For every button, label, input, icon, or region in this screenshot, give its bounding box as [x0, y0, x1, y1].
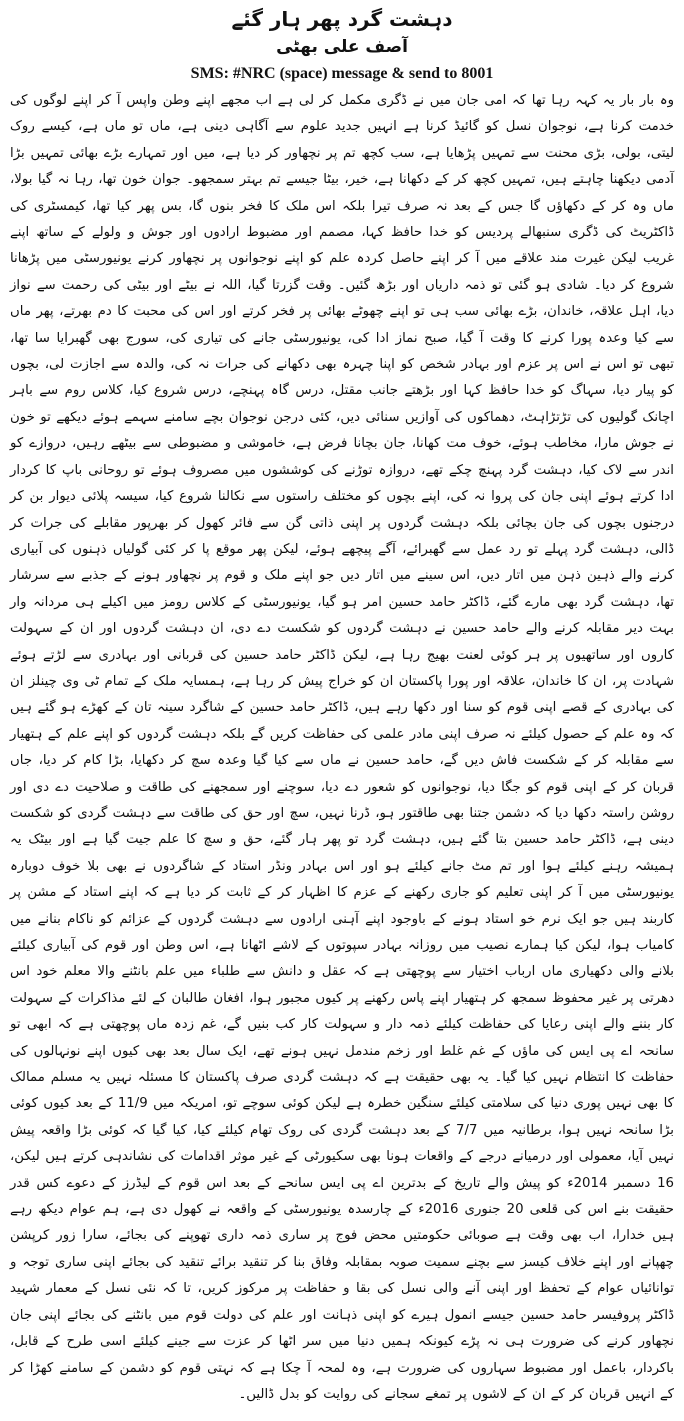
article-body: وہ بار بار یہ کہہ رہا تھا کہ امی جان میں نے ڈگری مکمل کر لی ہے اب مجھے اپنے وطن واپس آ کر اپنے لوگوں کی خدمت کرنا ہے، نوجوان نسل کو گائیڈ کرنا ہے انہیں جدید علوم سے آگاہی دینی ہے، ماں تو ماں ہے، کیسے روک لیتی، بولی، بڑی محنت سے تمہیں پڑھایا ہے، سب کچھ تم پر نچھاور کر دیا ہے، میں اور تمہارے بڑے بھائی تمہیں بڑا آدمی دیکھنا چاہتے ہیں، تمہیں کچھ کر کے دکھانا ہے، خیر، بیٹا جیسے تم بہتر سمجھو۔ جوان خون تھا، رہا نہ گیا بولا، ماں وہ کر کے دکھاؤں گا جس کے بعد نہ صرف تیرا بلکہ اس ملک کا فخر بنوں گا، بس پھر کیا تھا، کیمسٹری کی ڈاکٹریٹ کی ڈگری سنبھالے پردیس کو خدا حافظ کہا، مصمم اور مضبوط ارادوں اور جوش و ولولے کے ساتھ اپنے غریب لیکن غیرت مند علاقے میں آ کر اپنے حاصل کردہ علم کو اپنے نوجوانوں پر نچھاور کرنے یونیورسٹی میں پڑھانا شروع کر دیا۔ شادی ہو گئی تو ذمہ داریاں اور بڑھ گئیں۔ وقت گزرتا گیا، اللہ نے بیٹے اور بیٹی کی رحمت سے نواز دیا، اہل علاقہ، خاندان، بڑے بھائی سب ہی تو اپنے چھوٹے بھائی پر فخر کرتے اور اس کی محبت کا دم بھرتے، پھر ماں سے کیا وعدہ پورا کرنے کا وقت آ گیا، صبح نماز ادا کی، یونیورسٹی جانے کی تیاری کی، سورج بھی گھبرایا سا تھا، تبھی تو اس نے اس پر عزم اور بہادر شخص کو اپنا چہرہ بھی دکھانے کی جرات نہ کی، والدہ سے اجازت لی، بچوں کو پیار دیا، سہاگ کو خدا حافظ کہا اور بڑھتے جانب مقتل، درس گاہ پہنچے، درس شروع کیا، کلاس روم سے باہر اچانک گولیوں کی تڑتڑاہٹ، دھماکوں کی آوازیں سنائی دیں، کئی درجن نوجوان بچے سامنے سہمے ہوئے دیکھے تو خون نے جوش مارا، مخاطب ہوئے، خوف مت کھانا، جان بچانا فرض ہے، خاموشی و مضبوطی سے بیٹھے رہیں، دروازے کو اندر سے لاک کیا، دہشت گرد پہنچ چکے تھے، دروازہ توڑنے کی کوششوں میں مصروف ہوئے تو روحانی باپ کا کردار ادا کرتے ہوئے اپنی جان کی پروا نہ کی، اپنے بچوں کو مختلف راستوں سے نکالنا شروع کیا، سیسہ پلائی دیوار بن کر درجنوں بچوں کی جان بچائی بلکہ دہشت گردوں پر اپنی ذاتی گن سے فائر کھول کر بھرپور مقابلے کی جرات کر ڈالی، دہشت گرد پہلے تو رد عمل سے گھبرائے، آگے پیچھے ہوئے، لیکن پھر موقع پا کر کئی گولیاں ذہنوں کی آبیاری کرنے والے ذہین ذہن میں اتار دیں، اس سینے میں اتار دیں جو اپنے ملک و قوم پر نچھاور ہونے کے جذبے سے سرشار تھا، دہشت گرد بھی مارے گئے، ڈاکٹر حامد حسین امر ہو گیا، یونیورسٹی کے کلاس رومز میں اکیلے ہی مردانہ وار بہت دیر مقابلہ کرنے والے حامد حسین نے دہشت گردوں کو شکست دے دی، ان دہشت گردوں اور ان کے سہولت کاروں اور ساتھیوں پر ہر کوئی لعنت بھیج رہا ہے، لیکن ڈاکٹر حامد حسین کی قربانی اور بہادری سے لڑتے ہوئے شہادت پر، ان کا خاندان، علاقہ اور پورا پاکستان ان کو خراج پیش کر رہا ہے، ہمسایہ ملک کے تمام ٹی وی چینلز ان کی بہادری کے قصے اپنی قوم کو سنا اور دکھا رہے ہیں، ڈاکٹر حامد حسین کے شاگرد سینہ تان کے کھڑے ہو گئے ہیں کہ وہ علم کے حصول کیلئے نہ صرف اپنی مادر علمی کی حفاظت کریں گے بلکہ دہشت گردوں کو اپنے علم کے ہتھیار سے مقابلہ کر کے شکست فاش دیں گے، حامد حسین نے ماں سے کیا گیا وعدہ سچ کر دکھایا، بڑا کام کر دیا، جاں قربان کر کے اپنی قوم کو جگا دیا، نوجوانوں کو شعور دے دیا، سوچنے اور سمجھنے کی طاقت و صلاحیت دے دی اور روشن راستہ دکھا دیا کہ دشمن جتنا بھی طاقتور ہو، ڈرنا نہیں، سچ اور حق کی طاقت سے دہشت گردی کو شکست دینی ہے، ڈاکٹر حامد حسین بتا گئے ہیں، دہشت گرد تو پھر ہار گئے، حق و سچ کا علم جیت گیا ہے اور بیٹک یہ ہمیشہ رہنے کیلئے ہوا اور تم مٹ جانے کیلئے ہو اور اس بہادر ونڈر استاد کے شاگردوں نے بھی بلا خوف دوبارہ یونیورسٹی میں آ کر اپنی تعلیم کو جاری رکھنے کے عزم کا اظہار کر کے ثابت کر دیا ہے کہ اپنے استاد کے مشن پر کاربند ہیں جو ایک نرم خو استاد ہونے کے باوجود اپنے آہنی ارادوں سے دہشت گردوں کے عزائم کو ناکام بنانے میں کامیاب ہوا، لیکن کیا ہمارے نصیب میں روزانہ بہادر سپوتوں کے لاشے اٹھانا ہے، اس وطن اور قوم کی آبیاری کیلئے بلانے والی دکھیاری ماں ارباب اختیار سے پوچھتی ہے کہ عقل و دانش سے طلباء میں علم بانٹنے والا معلم خود اس دھرتی پر غیر محفوظ سمجھ کر ہتھیار اپنے پاس رکھنے پر کیوں مجبور ہوا، افغان طالبان کے لئے مذاکرات کے سہولت کار بننے والے اپنی رعایا کی حفاظت کیلئے ذمہ دار و سہولت کار کب بنیں گے، غم زدہ ماں پوچھتی ہے کہ ابھی تو سانحہ اے پی ایس کی ماؤں کے غم غلط اور زخم مندمل نہیں ہونے تھے، ایک سال بعد بھی کیوں اپنے نونہالوں کی حفاظت کا انتظام نہیں کیا گیا۔ یہ بھی حقیقت ہے کہ دہشت گردی صرف پاکستان کا مسئلہ نہیں یہ مسلم ممالک کا بھی نہیں پوری دنیا کی سلامتی کیلئے سنگین خطرہ ہے لیکن کوئی سوچے تو، امریکہ میں 11/9 کے بعد کیوں کوئی بڑا سانحہ نہیں ہوا، برطانیہ میں 7/7 کے بعد دہشت گردی کی روک تھام کیلئے کیا، کیا گیا کہ کوئی بڑا واقعہ پیش نہیں آیا، معمولی اور درمیانے درجے کے واقعات ہونا بھی سکیورٹی کے غیر موثر اقدامات کی نشاندہی کرتے ہیں لیکن، 16 دسمبر 2014ء کو پیش والے تاریخ کے بدترین اے پی ایس سانحے کے بعد اس قوم کے لیڈرز کے دعوے کس قدر حقیقت بنے اس کی قلعی 20 جنوری 2016ء کے چارسدہ یونیورسٹی کے واقعہ نے کھول دی ہے، ہم عوام دیکھ رہے ہیں خدارا، اب بھی وقت ہے صوبائی حکومتیں محض فوج پر ساری ذمہ داری تھوپنے کی بجائے، سارا زور کرپشن چھپانے اور اپنے خلاف کیسز سے بچنے سمیت صوبہ بمقابلہ وفاق بنا کر تنقید برائے تنقید کی بجائے اپنی ساری توجہ و توانائیاں عوام کے تحفظ اور اپنی آنے والی نسل کی بقا و حفاظت پر مرکوز کریں، تا کہ نئی نسل کے معمار شہید ڈاکٹر پروفیسر حامد حسین جیسے انمول ہیرے کو اپنی ذہانت اور علم کی دولت قوم میں بانٹنے کی بجائے اپنی جان نچھاور کرنے کی ضرورت ہی نہ پڑے کیونکہ ہمیں دنیا میں سر اٹھا کر عزت سے جینے کیلئے اسی طرح کے قابل، باکردار، باعمل اور مضبوط سہاروں کی ضرورت ہے، وہ لمحہ آ چکا ہے کہ نہتی قوم کو دشمن کے سامنے کھڑا کر کے انہیں قربان کر کے ان کے لاشوں پر تمغے سجانے کی روایت کو بدل ڈالیں۔ [10, 93, 674, 1402]
article-headline: دہشت گرد پھر ہار گئے [231, 7, 453, 31]
sms-instruction: SMS: #NRC (space) message & send to 8001 [190, 65, 494, 82]
author-byline: آصف علی بھٹی [276, 37, 408, 57]
